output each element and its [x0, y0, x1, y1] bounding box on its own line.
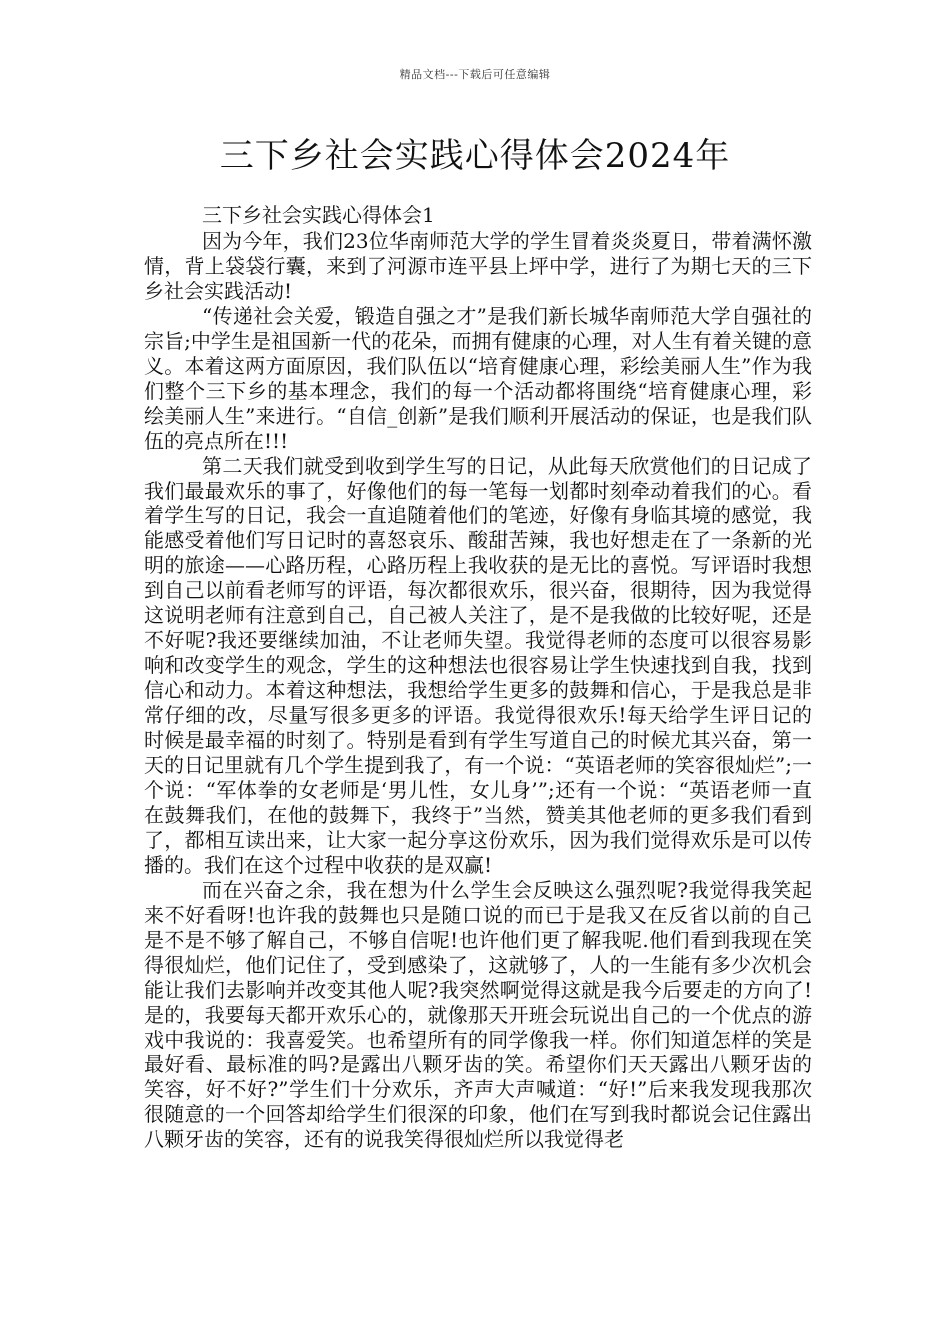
header-note: 精品文档---下载后可任意编辑 [399, 68, 551, 81]
document-title: 三下乡社会实践心得体会2024年 [219, 136, 731, 176]
paragraph-3: 第二天我们就受到收到学生写的日记，从此每天欣赏他们的日记成了我们最最欢乐的事了，好像他们的每一笔每一划都时刻牵动着我们的心。看着学生写的日记，我会一直追随着他们的笔迹，好像有身临其境的感觉，我能感受着他们写日记时的喜怒哀乐、酸甜苦辣，我也好想走在了一条新的光明的旅途——心路历程，心路历程上我收获的是无比的喜悦。写评语时我想到自己以前看老师写的评语，每次都很欢乐，很兴奋，很期待，因为我觉得这说明老师有注意到自己，自己被人关注了，是不是我做的比较好呢，还是不好呢?我还要继续加油，不让老师失望。我觉得老师的态度可以很容易影响和改变学生的观念，学生的这种想法也很容易让学生快速找到自我，找到信心和动力。本着这种想法，我想给学生更多的鼓舞和信心，于是我总是非常仔细的改，尽量写很多更多的评语。我觉得很欢乐!每天给学生评日记的时候是最幸福的时刻了。特别是看到有学生写道自己的时候尤其兴奋，第一天的日记里就有几个学生提到我了，有一个说：“英语老师的笑容很灿烂”;一个说：“军体拳的女老师是‘男儿性，女儿身’”;还有一个说：“英语老师一直在鼓舞我们，在他的鼓舞下，我终于”当然，赞美其他老师的更多我们看到了，都相互读出来，让大家一起分享这份欢乐，因为我们觉得欢乐是可以传播的。我们在这个过程中收获的是双赢! [144, 453, 812, 877]
document-body [144, 202, 812, 1152]
paragraph-4: 而在兴奋之余，我在想为什么学生会反映这么强烈呢?我觉得我笑起来不好看呀!也许我的鼓舞也只是随口说的而已于是我又在反省以前的自己是不是不够了解自己，不够自信呢!也许他们更了解我呢.他们看到我现在笑得很灿烂，他们记住了，受到感染了，这就够了，人的一生能有多少次机会能让我们去影响并改变其他人呢?我突然啊觉得这就是我今后要走的方向了!是的，我要每天都开欢乐心的，就像那天开班会玩说出自己的一个优点的游戏中我说的：我喜爱笑。也希望所有的同学像我一样。你们知道怎样的笑是最好看、最标准的吗?是露出八颗牙齿的笑。希望你们天天露出八颗牙齿的笑容，好不好?”学生们十分欢乐，齐声大声喊道：“好!”后来我发现我那次很随意的一个回答却给学生们很深的印象，他们在写到我时都说会记住露出八颗牙齿的笑容，还有的说我笑得很灿烂所以我觉得老 [144, 877, 812, 1152]
paragraph-2: “传递社会关爱，锻造自强之才”是我们新长城华南师范大学自强社的宗旨;中学生是祖国新一代的花朵，而拥有健康的心理，对人生有着关键的意义。本着这两方面原因，我们队伍以“培育健康心理，彩绘美丽人生”作为我们整个三下乡的基本理念，我们的每一个活动都将围绕“培育健康心理，彩绘美丽人生”来进行。“自信_创新”是我们顺利开展活动的保证，也是我们队伍的亮点所在!!! [144, 303, 812, 453]
section-heading: 三下乡社会实践心得体会1 [202, 203, 435, 227]
paragraph-1: 因为今年，我们23位华南师范大学的学生冒着炎炎夏日，带着满怀激情，背上袋袋行囊，来到了河源市连平县上坪中学，进行了为期七天的三下乡社会实践活动! [144, 229, 812, 303]
